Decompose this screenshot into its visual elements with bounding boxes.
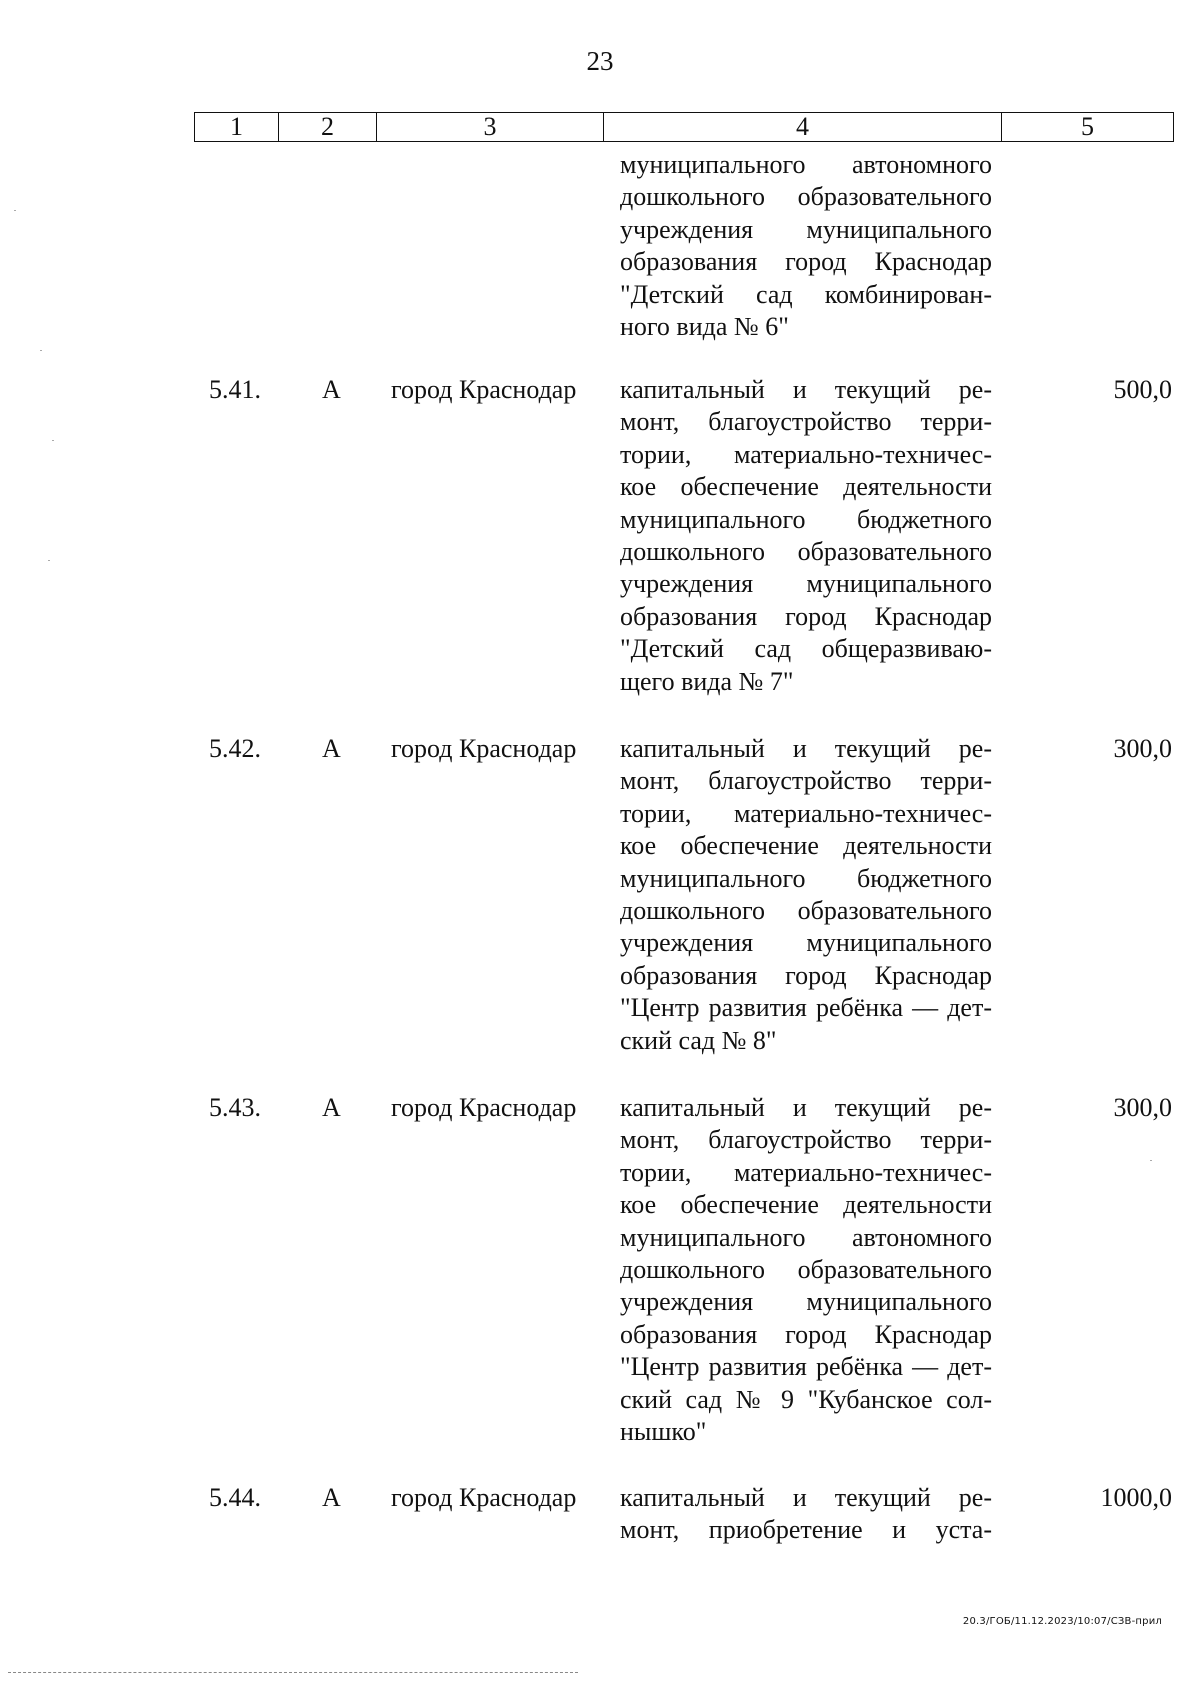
row-category: А xyxy=(322,375,341,404)
description-line: учреждения муниципального xyxy=(620,569,992,599)
description-line: муниципального автономного xyxy=(620,1222,992,1252)
scan-speck xyxy=(1150,1160,1152,1161)
column-header-1: 1 xyxy=(195,113,279,142)
description-line: тории, материально-техничес- xyxy=(620,798,992,828)
description-line: ский сад № 8" xyxy=(620,1025,777,1055)
description-line: дошкольного образовательного xyxy=(620,182,992,212)
description-line: учреждения муниципального xyxy=(620,928,992,958)
description-line: образования город Краснодар xyxy=(620,247,992,277)
description-line: "Центр развития ребёнка — дет- xyxy=(620,1352,992,1382)
description-line: "Детский сад комбинирован- xyxy=(620,279,992,309)
row-city: город Краснодар xyxy=(391,734,577,763)
row-category: А xyxy=(322,734,341,763)
description-line: тории, материально-техничес- xyxy=(620,1157,992,1187)
scan-speck xyxy=(48,560,50,561)
column-header-2: 2 xyxy=(279,113,377,142)
row-amount: 300,0 xyxy=(1113,1093,1172,1122)
row-description xyxy=(620,733,992,1057)
column-header-5: 5 xyxy=(1002,113,1174,142)
description-line: капитальный и текущий ре- xyxy=(620,375,992,404)
description-line: ский сад № 9 "Кубанское сол- xyxy=(620,1384,992,1414)
document-code: 20.3/ГОБ/11.12.2023/10:07/СЗВ-прил xyxy=(962,1616,1162,1627)
scan-artifact-line xyxy=(8,1672,578,1674)
row-city: город Краснодар xyxy=(391,1093,577,1122)
row-number: 5.43. xyxy=(209,1093,261,1122)
description-line: муниципального бюджетного xyxy=(620,863,992,893)
column-header-row xyxy=(195,113,1174,142)
description-line: муниципального бюджетного xyxy=(620,504,992,534)
description-line: учреждения муниципального xyxy=(620,214,992,244)
description-line: монт, благоустройство терри- xyxy=(620,766,992,796)
row-number: 5.42. xyxy=(209,734,261,763)
description-line: кое обеспечение деятельности xyxy=(620,1190,992,1220)
description-line: нышко" xyxy=(620,1416,707,1446)
description-line: дошкольного образовательного xyxy=(620,536,992,566)
description-line: монт, благоустройство терри- xyxy=(620,407,992,437)
row-city: город Краснодар xyxy=(391,375,577,404)
description-line: муниципального автономного xyxy=(620,150,992,179)
row-number: 5.41. xyxy=(209,375,261,404)
description-line: щего вида № 7" xyxy=(620,666,794,696)
description-line: кое обеспечение деятельности xyxy=(620,831,992,861)
row-amount: 500,0 xyxy=(1113,375,1172,404)
description-line: "Центр развития ребёнка — дет- xyxy=(620,993,992,1023)
scan-speck xyxy=(52,440,54,441)
row-category: А xyxy=(322,1093,341,1122)
description-line: кое обеспечение деятельности xyxy=(620,472,992,502)
description-line: капитальный и текущий ре- xyxy=(620,1093,992,1122)
row-description xyxy=(620,1092,992,1448)
row-description xyxy=(620,1482,992,1547)
page-number: 23 xyxy=(586,46,614,76)
description-line: ного вида № 6" xyxy=(620,311,789,341)
description-line: образования город Краснодар xyxy=(620,960,992,990)
description-line: тории, материально-техничес- xyxy=(620,439,992,469)
description-line: образования город Краснодар xyxy=(620,1319,992,1349)
column-header-4: 4 xyxy=(604,113,1002,142)
description-line: дошкольного образовательного xyxy=(620,1254,992,1284)
continuation-description xyxy=(620,149,992,343)
column-header-table xyxy=(194,112,1174,142)
column-header-3: 3 xyxy=(377,113,604,142)
row-amount: 300,0 xyxy=(1113,734,1172,763)
scan-speck xyxy=(40,350,42,351)
description-line: образования город Краснодар xyxy=(620,601,992,631)
row-number: 5.44. xyxy=(209,1483,261,1512)
row-description xyxy=(620,374,992,698)
row-category: А xyxy=(322,1483,341,1512)
description-line: дошкольного образовательного xyxy=(620,895,992,925)
scan-speck xyxy=(14,210,16,211)
description-line: монт, благоустройство терри- xyxy=(620,1125,992,1155)
description-line: монт, приобретение и уста- xyxy=(620,1515,992,1545)
row-amount: 1000,0 xyxy=(1100,1483,1172,1512)
description-line: "Детский сад общеразвиваю- xyxy=(620,634,992,664)
description-line: капитальный и текущий ре- xyxy=(620,1483,992,1512)
row-city: город Краснодар xyxy=(391,1483,577,1512)
description-line: капитальный и текущий ре- xyxy=(620,734,992,763)
description-line: учреждения муниципального xyxy=(620,1287,992,1317)
